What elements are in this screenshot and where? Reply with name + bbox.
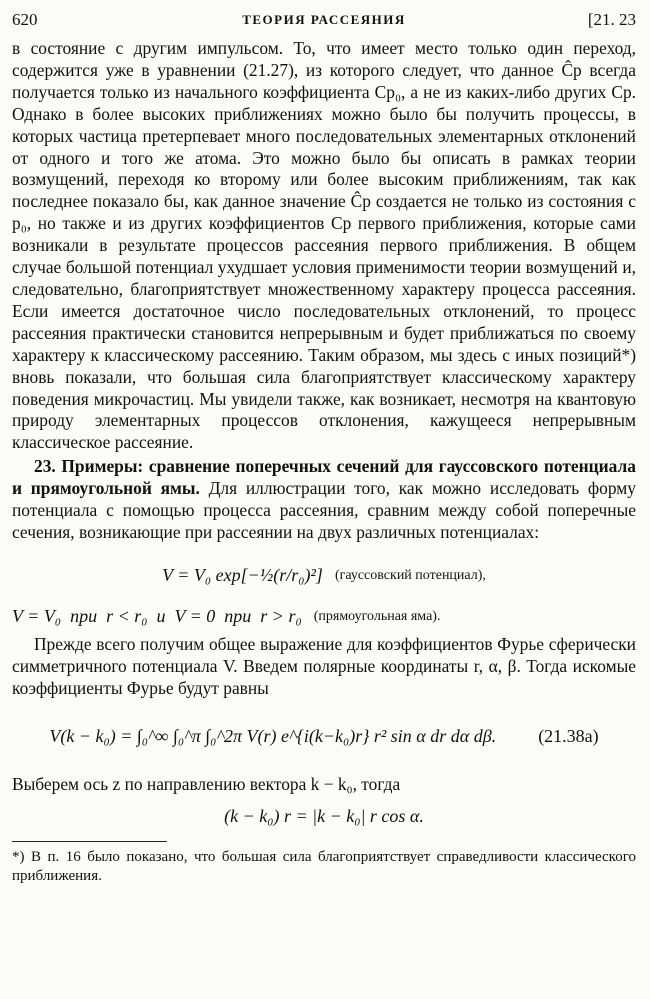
axis-paragraph: Выберем ось z по направлению вектора k − k₀, тогда [12,773,401,794]
footnote-divider [12,841,167,842]
section-paragraph [12,456,636,544]
formula-square-well [12,600,636,634]
page-number: 620 [12,10,38,29]
section-intro-text: Для иллюстрации того, как можно исследовать форму потенциала с помощью процесса рассеяния, сравним между собой поперечные сечения, возникающие при рассеянии на двух различных потенциалах: [12,478,636,542]
formula-fourier-expr: V(k − k₀) = ∫₀^∞ ∫₀^π ∫₀^2π V(r) e^{i(k−k₀)r} r² sin α dr dα dβ. [49,726,497,747]
section-marker: [21. 23 [587,10,636,29]
formula-gaussian [12,552,636,600]
equation-number: (21.38a) [538,726,599,747]
formula-gaussian-label: (гауссовский потенциал), [334,567,486,583]
formula-square-well-label: (прямоугольная яма). [313,608,441,624]
formula-dot-product: (k − k₀) r = |k − k₀| r cos α. [224,806,424,827]
formula-fourier [12,700,636,774]
formula-square-well-expr: V = V₀ при r < r₀ и V = 0 при r > r₀ [12,606,302,627]
footnote: *) В п. 16 было показано, что большая сила благоприятствует справедливости классического приближения. [12,849,636,885]
paragraph-continued: в состояние с другим импульсом. То, что имеет место только один переход, содержится уже в уравнении (21.27), из которого следует, что данное Ĉp всегда получается только из начального коэффициента Cp₀, а не из каких-либо других Cp. Однако в более высоких приближениях можно было бы получить процессы, в которых частица претерпевает много последовательных элементарных отклонений от одного и того же атома. Это можно было бы описать в рамках теории возмущений, переходя ко второму или более высоким приближениям, так как последнее показало бы, как данное значение Ĉp создается не только из состояния с p₀, но также и из других коэффициентов Cp первого приближения, которые сами возникали в результате процессов рассеяния первого приближения. В общем случае большой потенциал ухудшает условия применимости теории возмущений и, следовательно, благоприятствует множественному характеру процесса рассеяния. Если имеется достаточное число последовательных отклонений, то процесс рассеяния практически становится непрерывным и будет приближаться по своему характеру к классическому рассеянию. Таким образом, мы здесь с иных позиций*) вновь показали, что большая сила благоприятствует классическому характеру поведения микрочастиц. Мы увидели также, как возникает, несмотря на квантовую природу элементарных процессов отклонения, кажущееся непрерывным классическое рассеяние. [12,38,636,453]
fourier-paragraph: Прежде всего получим общее выражение для коэффициентов Фурье сферически симметричного потенциала V. Введем полярные координаты r, α, β. Тогда искомые коэффициенты Фурье будут равны [12,633,636,698]
section-heading: 23. Примеры: сравнение поперечных сечений для гауссовского потенциала и прямоугольной ямы. [12,456,636,499]
formula-gaussian-expr: V = V₀ exp[−½(r/r₀)²] [162,565,323,586]
running-title: ТЕОРИЯ РАССЕЯНИЯ [242,12,406,27]
page-header [12,10,636,38]
